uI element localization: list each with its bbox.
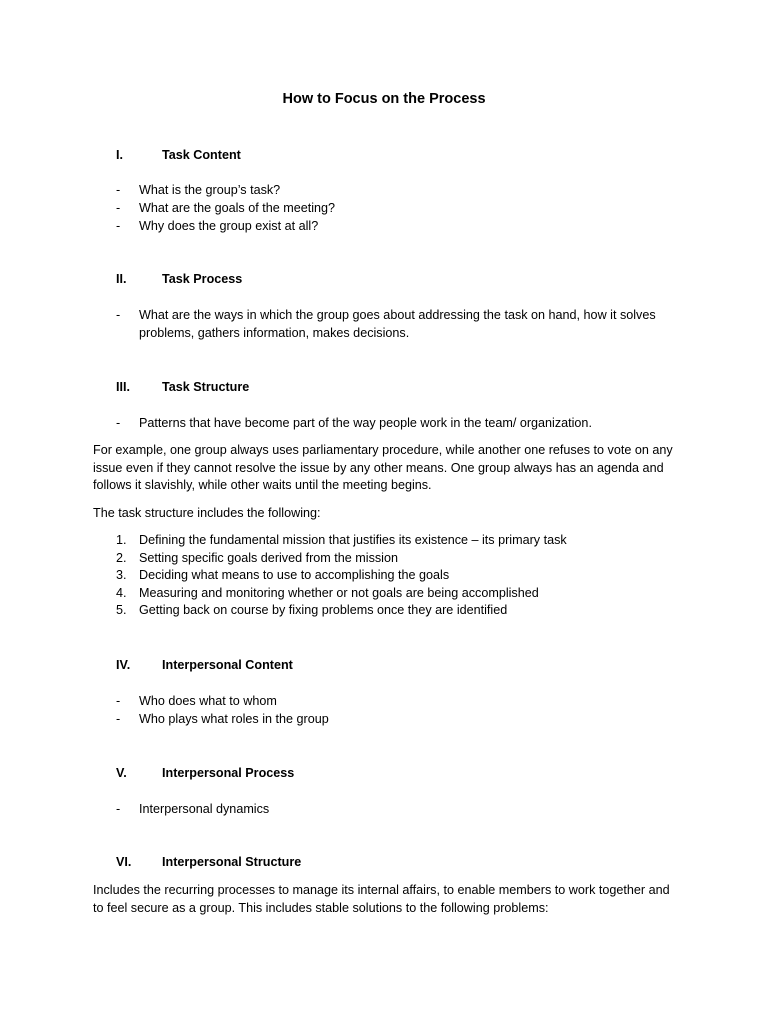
item-text: Defining the fundamental mission that justifies its existence – its primary task bbox=[139, 533, 567, 547]
item-text: Measuring and monitoring whether or not goals are being accomplished bbox=[139, 585, 539, 600]
dash-marker: - bbox=[116, 416, 121, 430]
item-number: 3. bbox=[116, 568, 127, 582]
item-number: 5. bbox=[116, 603, 127, 617]
section-number: I. bbox=[116, 148, 123, 162]
item-number: 2. bbox=[116, 550, 127, 565]
list-item bbox=[116, 550, 676, 568]
list-item bbox=[116, 181, 676, 199]
list-item bbox=[116, 800, 676, 818]
bullet-text: What are the goals of the meeting? bbox=[139, 201, 336, 215]
bullet-text: Who does what to whom bbox=[139, 694, 277, 708]
section-heading-6 bbox=[116, 855, 301, 869]
list-intro: The task structure includes the following: bbox=[93, 506, 321, 520]
list-item bbox=[116, 567, 676, 585]
list-item bbox=[116, 602, 676, 620]
list-item bbox=[116, 585, 676, 603]
section-heading-3 bbox=[116, 380, 249, 394]
bullet-text: What is the group’s task? bbox=[139, 183, 281, 197]
section-number: VI. bbox=[116, 855, 132, 869]
list-item bbox=[116, 217, 676, 235]
list-item bbox=[116, 532, 676, 550]
document-title: How to Focus on the Process bbox=[282, 91, 486, 107]
dash-marker: - bbox=[116, 802, 121, 816]
section-title: Task Structure bbox=[162, 380, 250, 394]
dash-marker: - bbox=[116, 201, 121, 215]
item-text: Deciding what means to use to accomplishing the goals bbox=[139, 568, 450, 582]
bullet-text: What are the ways in which the group goes about addressing the task on hand, how it solves problems, gathers information, makes decisions. bbox=[139, 308, 656, 340]
list-item bbox=[116, 306, 676, 342]
section-title: Task Process bbox=[162, 272, 243, 286]
item-text: Setting specific goals derived from the mission bbox=[139, 550, 398, 565]
dash-marker: - bbox=[116, 308, 121, 322]
bullet-text: Interpersonal dynamics bbox=[139, 802, 270, 816]
list-item bbox=[116, 692, 676, 710]
bullet-text: Why does the group exist at all? bbox=[139, 219, 319, 233]
list-item bbox=[116, 414, 676, 432]
dash-marker: - bbox=[116, 694, 121, 708]
section-title: Interpersonal Structure bbox=[162, 855, 302, 869]
section-number: V. bbox=[116, 766, 127, 780]
section-number: III. bbox=[116, 380, 130, 394]
section-title: Interpersonal Content bbox=[162, 658, 293, 672]
closing-paragraph: Includes the recurring processes to manage its internal affairs, to enable members to work together and to feel secure as a group. This includes stable solutions to the following problems: bbox=[93, 883, 670, 915]
section-number: II. bbox=[116, 272, 127, 286]
bullet-text: Who plays what roles in the group bbox=[139, 712, 329, 726]
section-title: Task Content bbox=[162, 148, 241, 162]
item-text: Getting back on course by fixing problems once they are identified bbox=[139, 603, 508, 617]
list-item bbox=[116, 199, 676, 217]
item-number: 1. bbox=[116, 533, 127, 547]
section-number: IV. bbox=[116, 658, 131, 672]
item-number: 4. bbox=[116, 585, 127, 600]
section-title: Interpersonal Process bbox=[162, 766, 295, 780]
list-item bbox=[116, 710, 676, 728]
section-heading-5 bbox=[116, 766, 294, 780]
task-structure-list bbox=[116, 532, 676, 620]
dash-marker: - bbox=[116, 183, 121, 197]
section-heading-2 bbox=[116, 272, 242, 286]
section-heading-1 bbox=[116, 148, 241, 162]
dash-marker: - bbox=[116, 712, 121, 726]
example-paragraph: For example, one group always uses parliamentary procedure, while another one refuses to vote on any issue even if they cannot resolve the issue by any other means. One group always has an agenda and follows it slavishly, while other waits until the meeting begins. bbox=[93, 443, 673, 492]
dash-marker: - bbox=[116, 219, 121, 233]
section-heading-4 bbox=[116, 658, 293, 672]
bullet-text: Patterns that have become part of the way people work in the team/ organization. bbox=[139, 416, 592, 430]
